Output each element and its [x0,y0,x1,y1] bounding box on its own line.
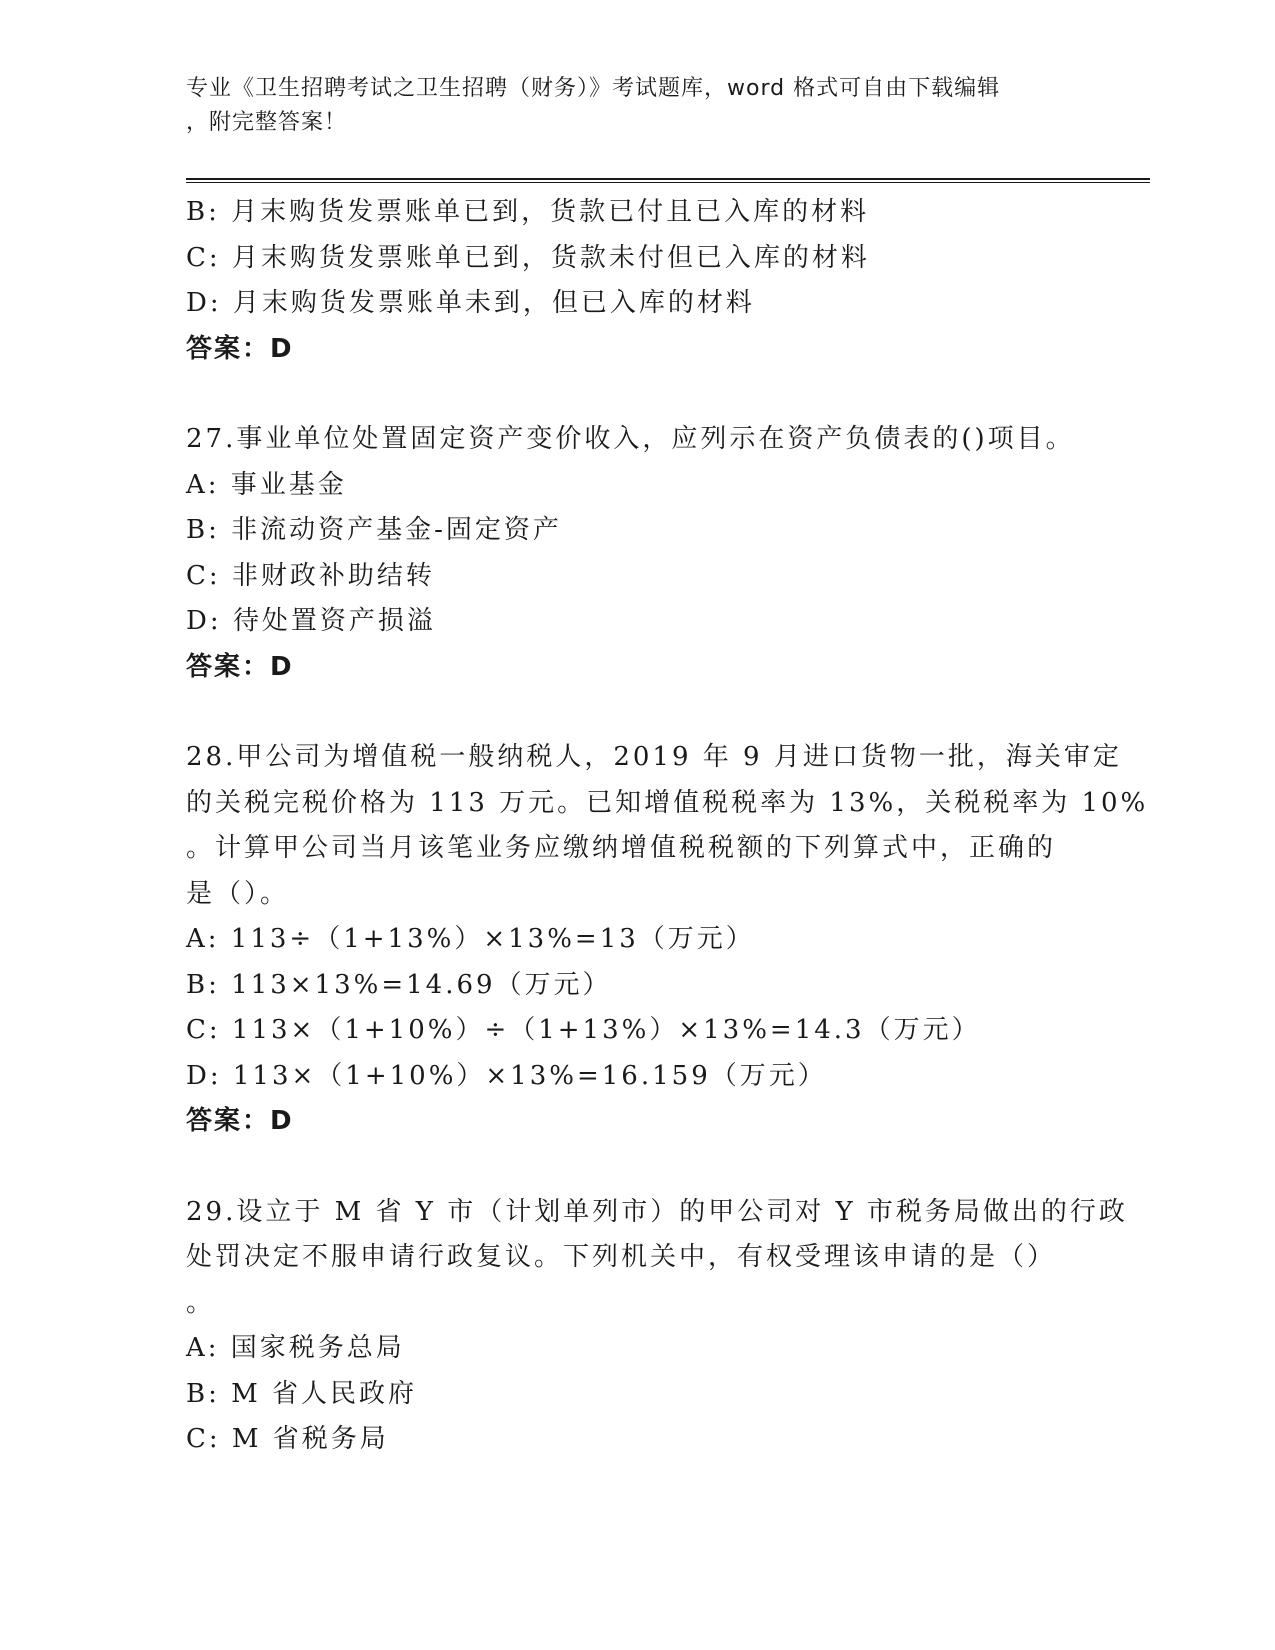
option-a: A: 国家税务总局 [186,1333,405,1363]
answer-line: 答案：D [186,651,294,682]
question-text-line: 是（）。 [186,878,290,909]
question-text-line: 处罚决定不服申请行政复议。下列机关中，有权受理该申请的是（） [186,1242,1057,1272]
option-d: D: 月末购货发票账单未到，但已入库的材料 [186,288,755,318]
option-d: D: 待处置资产损溢 [186,606,436,636]
header-line-2: ，附完整答案！ [186,110,348,135]
answer-line: 答案：D [186,1106,294,1136]
question-29 [186,1190,1128,1463]
header-rule-thick [186,178,1150,180]
option-c: C: 113×（1+10%）÷（1+13%）×13%=14.3（万元） [186,1015,981,1045]
question-text-line: 28.甲公司为增值税一般纳税人，2019 年 9 月进口货物一批，海关审定 [186,742,1122,772]
option-c: C: 非财政补助结转 [186,560,435,591]
question-text-line: 29.设立于 M 省 Y 市（计划单列市）的甲公司对 Y 市税务局做出的行政 [186,1196,1128,1227]
question-text-line: 。 [186,1287,216,1318]
option-d: D: 113×（1+10%）×13%=16.159（万元） [186,1060,827,1091]
question-28 [186,735,1149,1145]
header-rule-thin [186,182,1150,183]
question-26-continuation [186,190,1086,372]
option-b: B: 113×13%=14.69（万元） [186,969,612,1000]
option-a: A: 事业基金 [186,469,347,500]
option-b: B: M 省人民政府 [186,1378,418,1409]
option-b: B: 月末购货发票账单已到，货款已付且已入库的材料 [186,197,870,227]
answer-line: 答案：D [186,333,294,364]
spacer [186,690,1086,735]
question-27 [186,417,1086,690]
header-line-1: 专业《卫生招聘考试之卫生招聘（财务）》考试题库，word 格式可自由下载编辑 [186,76,1001,101]
question-text-line: 。计算甲公司当月该笔业务应缴纳增值税税额的下列算式中，正确的 [186,833,1057,863]
question-text-line: 27.事业单位处置固定资产变价收入，应列示在资产负债表的()项目。 [186,424,1075,454]
spacer [186,372,1086,417]
document-header [186,72,1086,140]
option-a: A: 113÷（1+13%）×13%=13（万元） [186,924,755,954]
question-text-line: 的关税完税价格为 113 万元。已知增值税税率为 13%，关税税率为 10% [186,787,1149,818]
spacer [186,1145,1086,1190]
question-content [186,190,1149,1463]
option-c: C: M 省税务局 [186,1424,389,1454]
option-b: B: 非流动资产基金-固定资产 [186,515,562,545]
option-c: C: 月末购货发票账单已到，货款未付但已入库的材料 [186,242,870,273]
